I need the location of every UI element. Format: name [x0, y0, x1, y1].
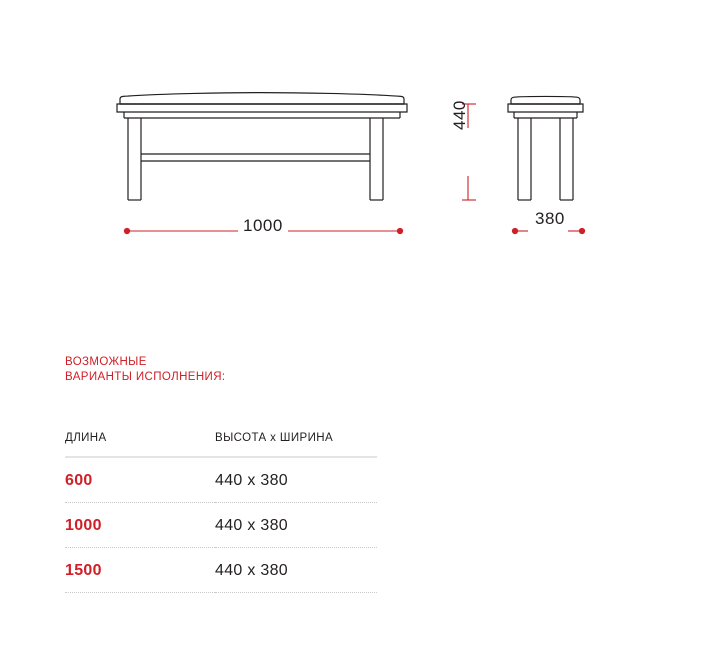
variants-table — [65, 432, 377, 593]
options-heading-line1: ВОЗМОЖНЫЕ — [65, 356, 147, 368]
options-heading — [65, 355, 226, 385]
table-row — [65, 457, 377, 503]
table-header-row — [65, 432, 377, 457]
table-row — [65, 503, 377, 548]
row-length-value: 1000 — [65, 503, 215, 548]
options-heading-line2: ВАРИАНТЫ ИСПОЛНЕНИЯ: — [65, 371, 226, 383]
dimension-width-label: 380 — [535, 209, 565, 228]
table-row — [65, 548, 377, 593]
table-header-size: ВЫСОТА x ШИРИНА — [215, 432, 334, 444]
dimension-height-label: 440 — [450, 100, 469, 130]
table-header-length: ДЛИНА — [65, 432, 107, 444]
row-length-value: 1500 — [65, 548, 215, 593]
bench-side-view-outline — [508, 96, 583, 200]
dimension-length-label: 1000 — [243, 216, 283, 235]
bench-front-view-outline — [117, 93, 407, 200]
row-length-value: 600 — [65, 457, 215, 503]
row-size-value: 440 x 380 — [215, 457, 377, 503]
row-size-value: 440 x 380 — [215, 548, 377, 593]
dimension-width — [512, 228, 584, 233]
technical-drawing — [0, 0, 710, 270]
row-size-value: 440 x 380 — [215, 503, 377, 548]
